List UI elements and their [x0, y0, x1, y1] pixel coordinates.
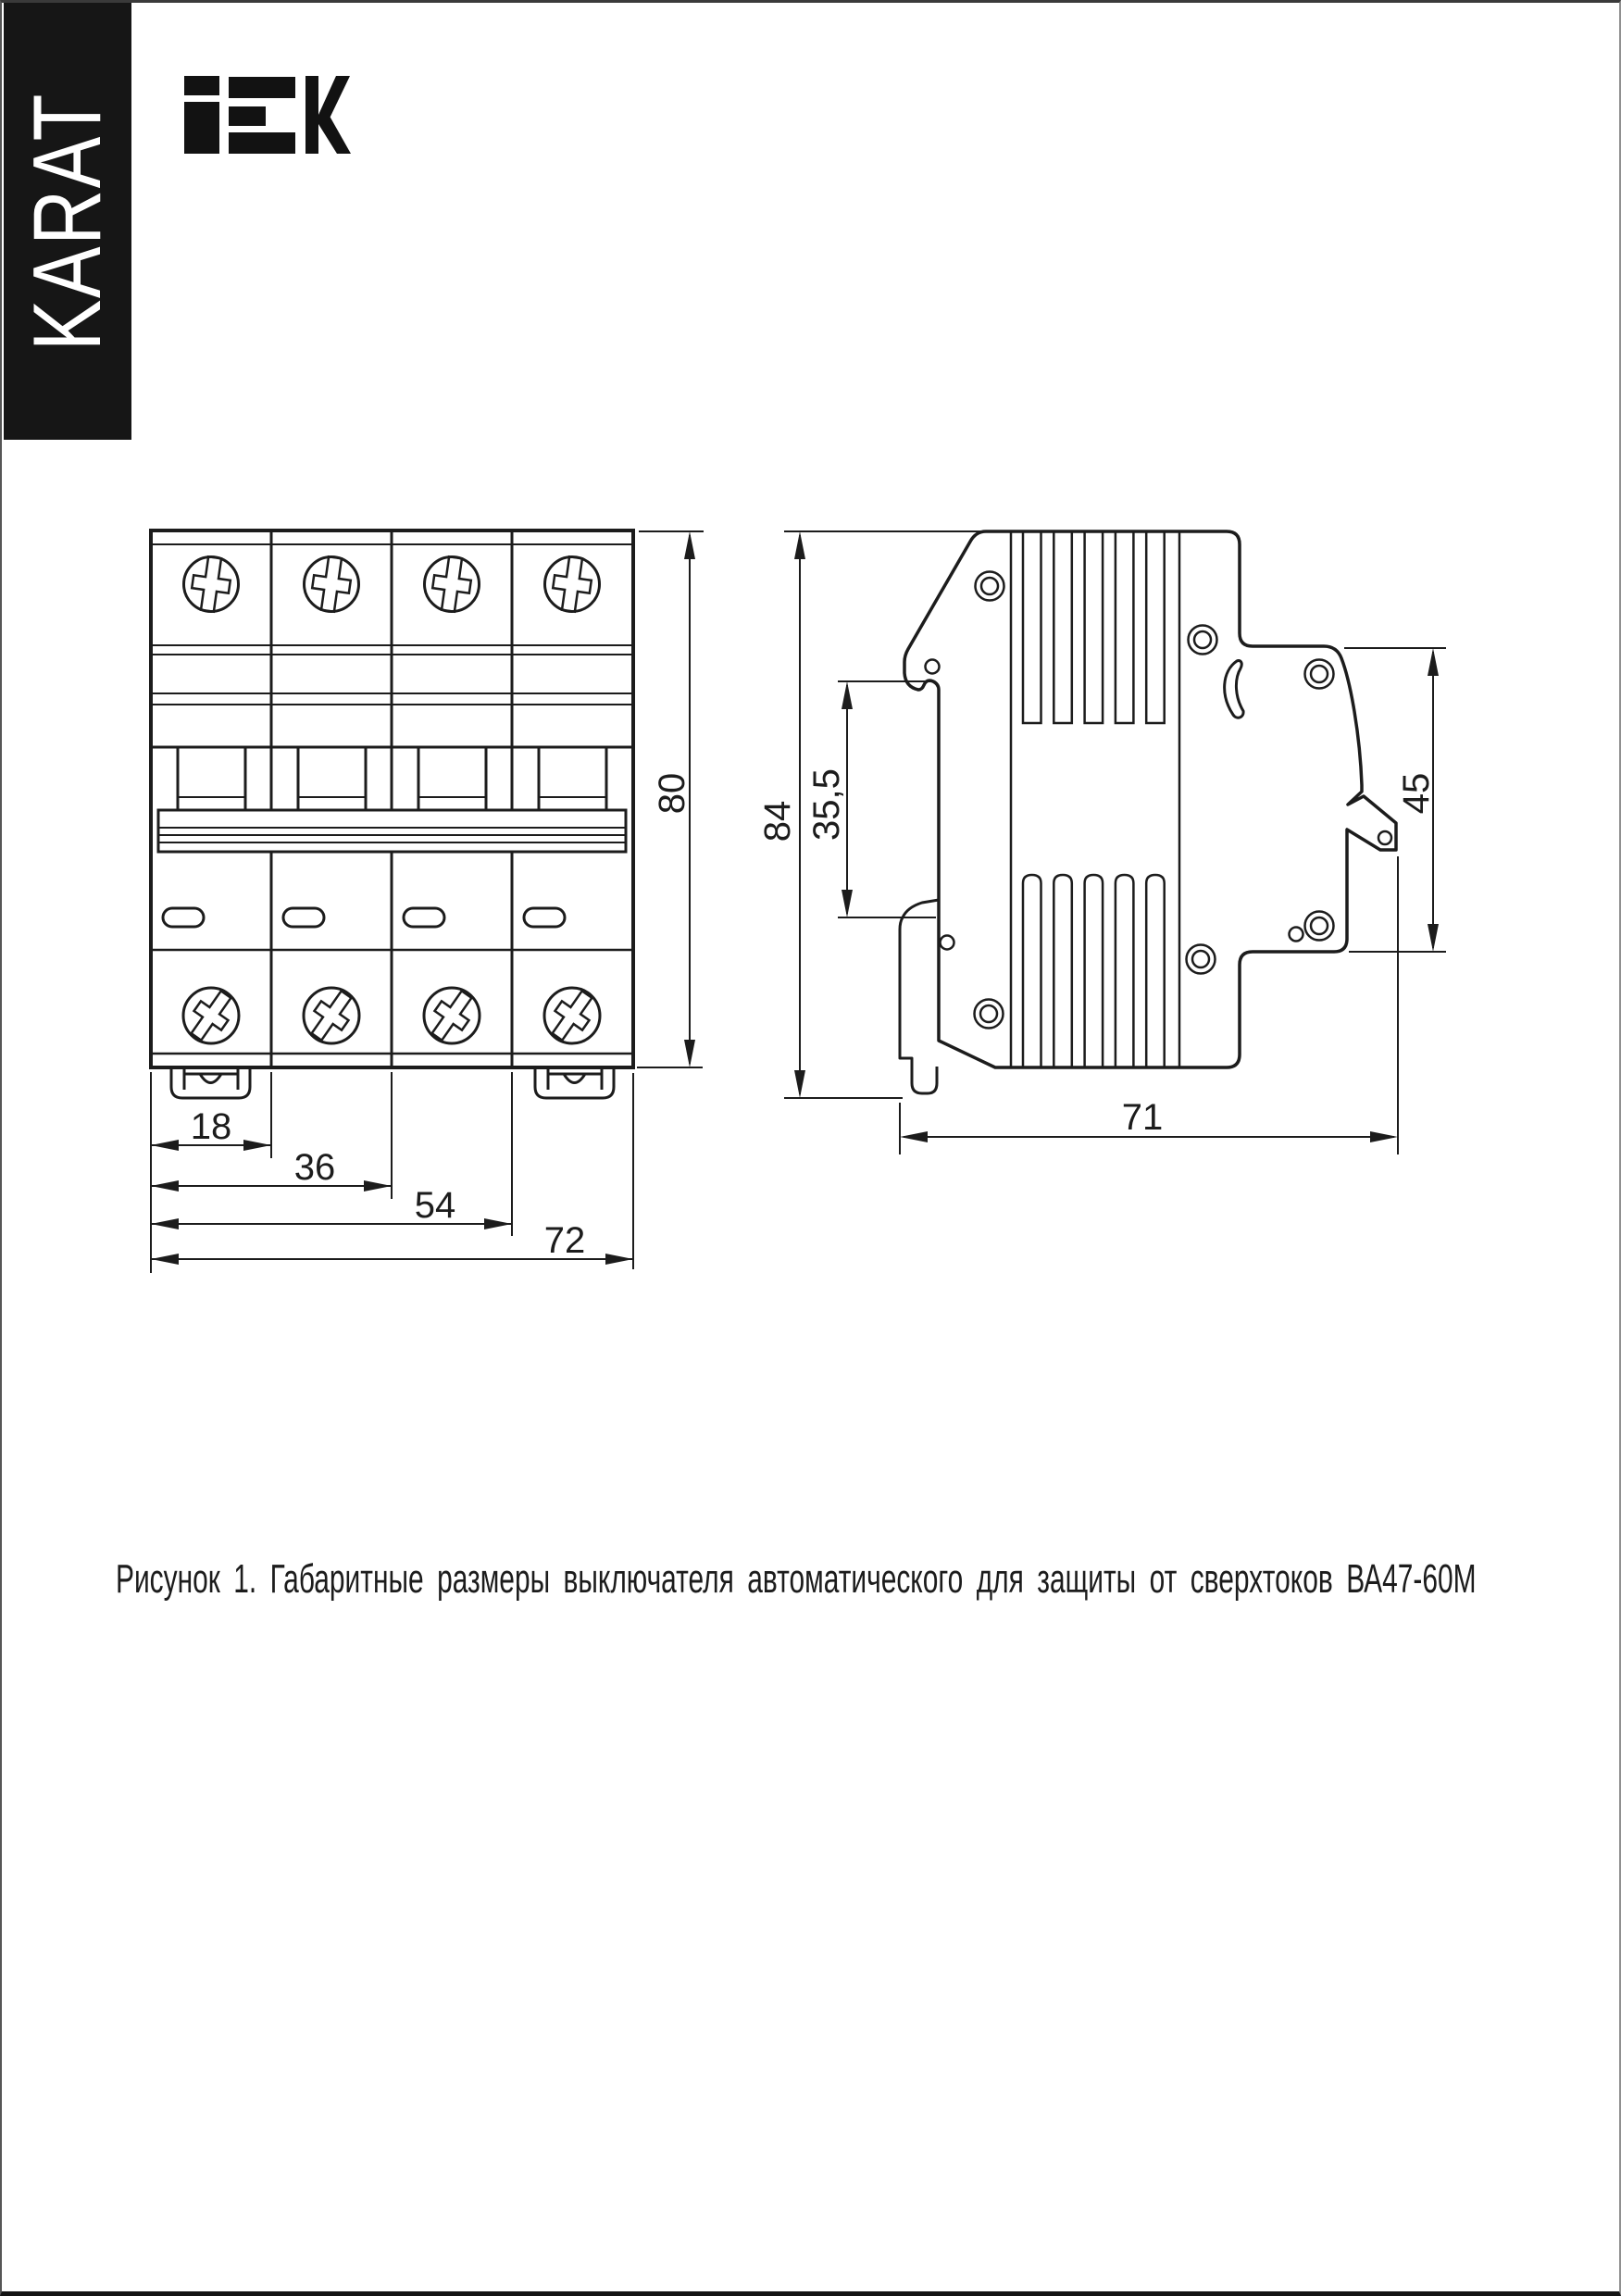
dim-side-right-label: 45 [1396, 772, 1437, 815]
dim-front-w3-label: 54 [414, 1185, 456, 1226]
front-tie-bar [158, 810, 626, 852]
side-view [900, 531, 1396, 1093]
side-curved-slot [1225, 660, 1243, 718]
side-body-outline [904, 531, 1396, 1067]
side-rivets [926, 572, 1392, 1029]
dim-side-height-label: 84 [757, 800, 798, 842]
figure-caption: Рисунок 1. Габаритные размеры выключателя автоматического для защиты от сверхтоков ВА47-60М [116, 1556, 1477, 1602]
dimension-annotations [151, 531, 1446, 1273]
side-vent-panel [1011, 531, 1179, 1067]
dim-front-w4-label: 72 [543, 1220, 586, 1261]
dim-side-depth-label: 71 [1121, 1097, 1164, 1138]
front-view [151, 530, 633, 1098]
dim-front-w1-label: 18 [190, 1106, 232, 1147]
side-latch-pin [1378, 831, 1391, 844]
dim-front-height-label: 80 [652, 772, 692, 815]
front-window-slots [163, 908, 565, 927]
karat-banner-label: KARAT [13, 92, 121, 351]
dimension-arrows [151, 531, 1439, 1265]
dim-side-din-label: 35,5 [806, 768, 847, 841]
front-module-dividers [271, 530, 512, 1067]
dim-front-w2-label: 36 [293, 1147, 336, 1188]
side-din-clip [900, 900, 939, 1093]
dimension-drawing [2, 3, 1621, 1354]
